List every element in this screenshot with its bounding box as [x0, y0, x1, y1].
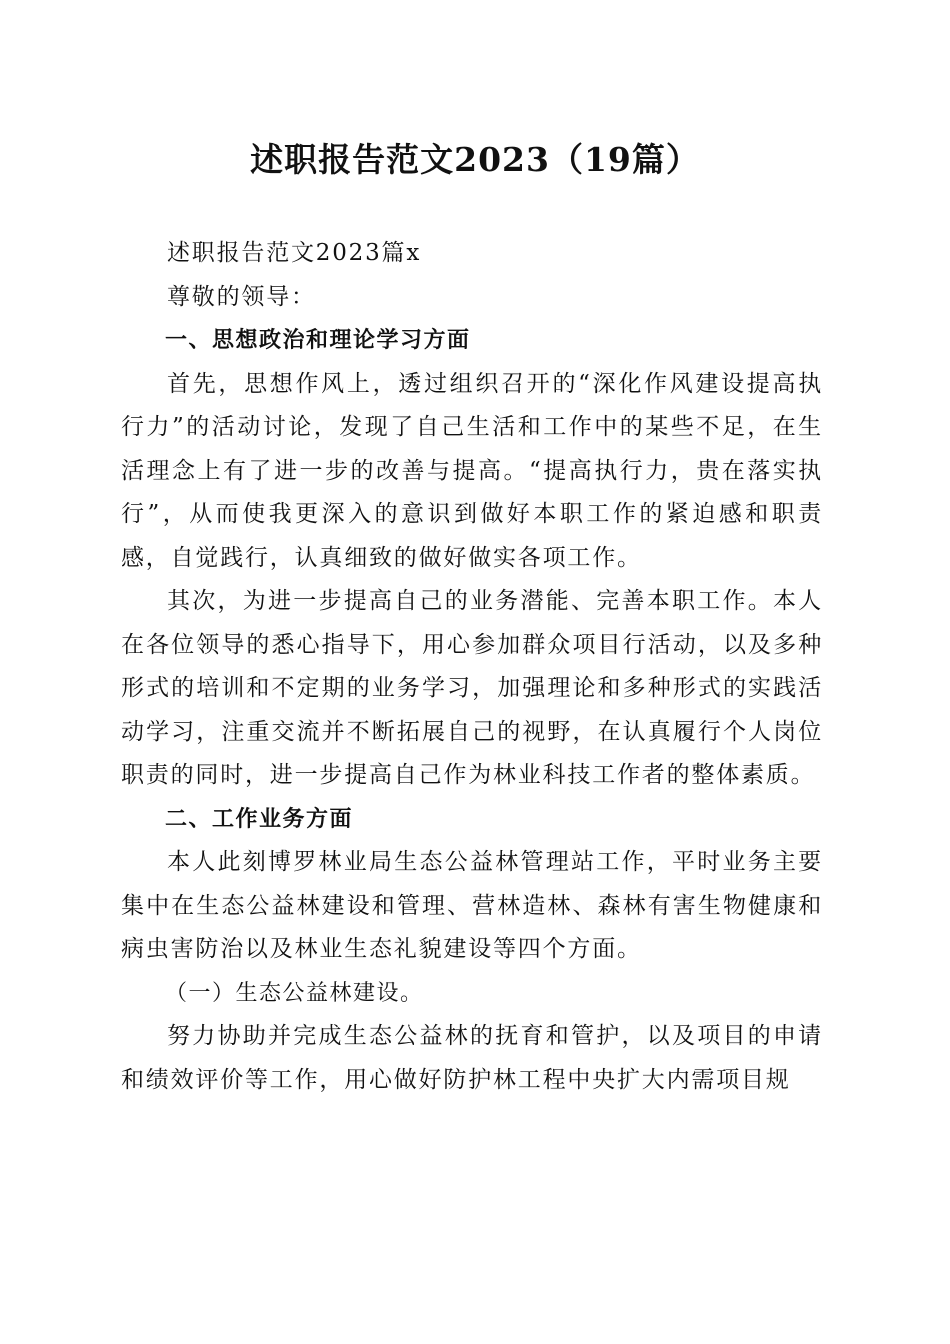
- salutation: 尊敬的领导：: [167, 283, 316, 310]
- section2-paragraph-1: 本人此刻博罗林业局生态公益林管理站工作，平时业务主要集中在生态公益林建设和管理、营林造林、森林有害生物健康和病虫害防治以及林业生态礼貌建设等四个方面。: [121, 849, 823, 962]
- section-heading-2: 二、工作业务方面: [165, 806, 354, 832]
- document-subtitle: 述职报告范文2023篇x: [167, 240, 422, 266]
- subsection-heading-1: （一）生态公益林建设。: [165, 980, 424, 1006]
- section1-paragraph-2: 其次，为进一步提高自己的业务潜能、完善本职工作。本人在各位领导的悉心指导下，用心参加群众项目行活动，以及多种形式的培训和不定期的业务学习，加强理论和多种形式的实践活动学习，注重交流并不断拓展自己的视野，在认真履行个人岗位职责的同时，进一步提高自己作为林业科技工作者的整体素质。: [121, 588, 823, 788]
- section-heading-1: 一、思想政治和理论学习方面: [165, 328, 471, 353]
- subsection1-paragraph-1: 努力协助并完成生态公益林的抚育和管护，以及项目的申请和绩效评价等工作，用心做好防护林工程中央扩大内需项目规: [121, 1023, 823, 1093]
- document-title: 述职报告范文2023（19篇）: [250, 140, 700, 179]
- section1-paragraph-1: 首先，思想作风上，透过组织召开的“深化作风建设提高执行力”的活动讨论，发现了自己生活和工作中的某些不足，在生活理念上有了进一步的改善与提高。“提高执行力，贵在落实执行”，从而使我更深入的意识到做好本职工作的紧迫感和职责感，自觉践行，认真细致的做好做实各项工作。: [121, 370, 823, 571]
- document-body: [121, 232, 823, 1102]
